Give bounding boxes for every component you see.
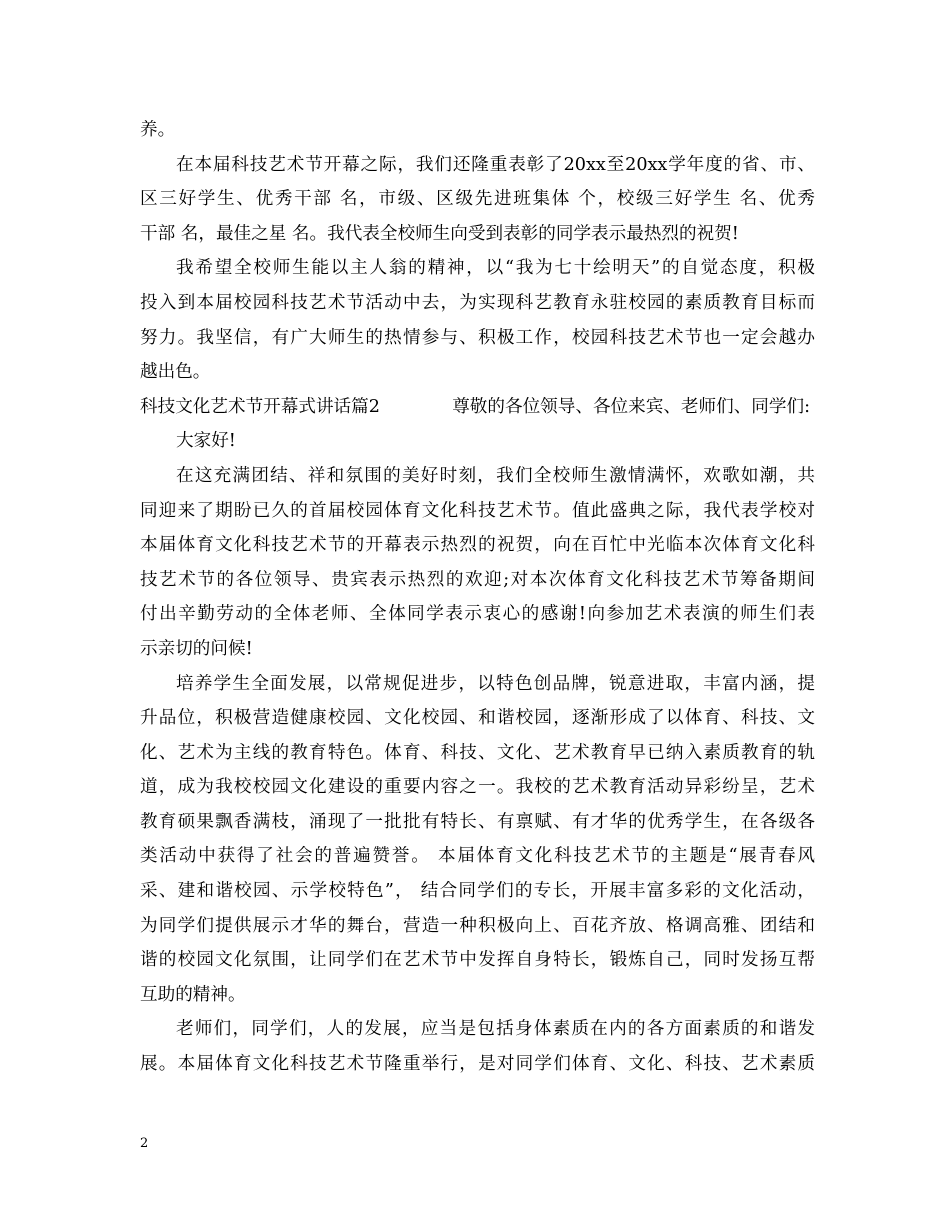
text-line: 展。本届体育文化科技艺术节隆重举行，是对同学们体育、文化、科技、艺术素质 — [140, 1054, 815, 1075]
text-line: 努力。我坚信，有广大师生的热情参与、积极工作，校园科技艺术节也一定会越办 — [140, 327, 815, 348]
text-line: 技艺术节的各位领导、贵宾表示热烈的欢迎;对本次体育文化科技艺术节筹备期间 — [140, 569, 815, 590]
document-body — [140, 113, 815, 1082]
text-line: 道，成为我校校园文化建设的重要内容之一。我校的艺术教育活动异彩纷呈，艺术 — [140, 777, 815, 798]
text-line: 付出辛勤劳动的全体老师、全体同学表示衷心的感谢!向参加艺术表演的师生们表 — [140, 604, 815, 625]
text-line: 升品位，积极营造健康校园、文化校园、和谐校园，逐渐形成了以体育、科技、文 — [140, 708, 815, 729]
text-line: 采、建和谐校园、示学校特色”， 结合同学们的专长，开展丰富多彩的文化活动， — [140, 881, 815, 902]
text-line: 示亲切的问候! — [140, 638, 253, 659]
text-line: 区三好学生、优秀干部 名，市级、区级先进班集体 个，校级三好学生 名、优秀 — [140, 189, 815, 210]
section-heading — [140, 390, 810, 425]
text-line: 互助的精神。 — [140, 984, 246, 1005]
text-line: 越出色。 — [140, 362, 211, 383]
page-number: 2 — [140, 1136, 149, 1151]
text-line: 谐的校园文化氛围，让同学们在艺术节中发挥自身特长，锻炼自己，同时发扬互帮 — [140, 950, 815, 971]
text-line: 养。 — [140, 120, 176, 140]
text-line: 投入到本届校园科技艺术节活动中去，为实现科艺教育永驻校园的素质教育目标而 — [140, 292, 815, 313]
greeting: 大家好! — [176, 431, 236, 452]
paragraph-start: 培养学生全面发展，以常规促进步，以特色创品牌，锐意进取，丰富内涵，提 — [176, 673, 815, 694]
text-line: 干部 名，最佳之星 名。我代表全校师生向受到表彰的同学表示最热烈的祝贺! — [140, 223, 739, 244]
paragraph-start: 在这充满团结、祥和氛围的美好时刻，我们全校师生激情满怀，欢歌如潮，共 — [176, 465, 815, 486]
text-line: 为同学们提供展示才华的舞台，营造一种积极向上、百花齐放、格调高雅、团结和 — [140, 915, 815, 936]
paragraph-start: 老师们，同学们，人的发展，应当是包括身体素质在内的各方面素质的和谐发 — [176, 1019, 815, 1040]
text-line: 教育硕果飘香满枝，涌现了一批批有特长、有禀赋、有才华的优秀学生，在各级各 — [140, 811, 815, 832]
section-title: 科技文化艺术节开幕式讲话篇2 — [140, 396, 380, 417]
paragraph-start: 我希望全校师生能以主人翁的精神，以“我为七十绘明天”的自觉态度，积极 — [176, 258, 815, 279]
paragraph-start: 在本届科技艺术节开幕之际，我们还隆重表彰了20xx至20xx学年度的省、市、 — [176, 154, 815, 175]
text-line: 本届体育文化科技艺术节的开幕表示热烈的祝贺，向在百忙中光临本次体育文化科 — [140, 535, 815, 556]
salutation: 尊敬的各位领导、各位来宾、老师们、同学们: — [452, 396, 810, 417]
text-line: 类活动中获得了社会的普遍赞誉。 本届体育文化科技艺术节的主题是“展青春风 — [140, 846, 815, 867]
text-line: 同迎来了期盼已久的首届校园体育文化科技艺术节。值此盛典之际，我代表学校对 — [140, 500, 815, 521]
text-line: 化、艺术为主线的教育特色。体育、科技、文化、艺术教育早已纳入素质教育的轨 — [140, 742, 815, 763]
